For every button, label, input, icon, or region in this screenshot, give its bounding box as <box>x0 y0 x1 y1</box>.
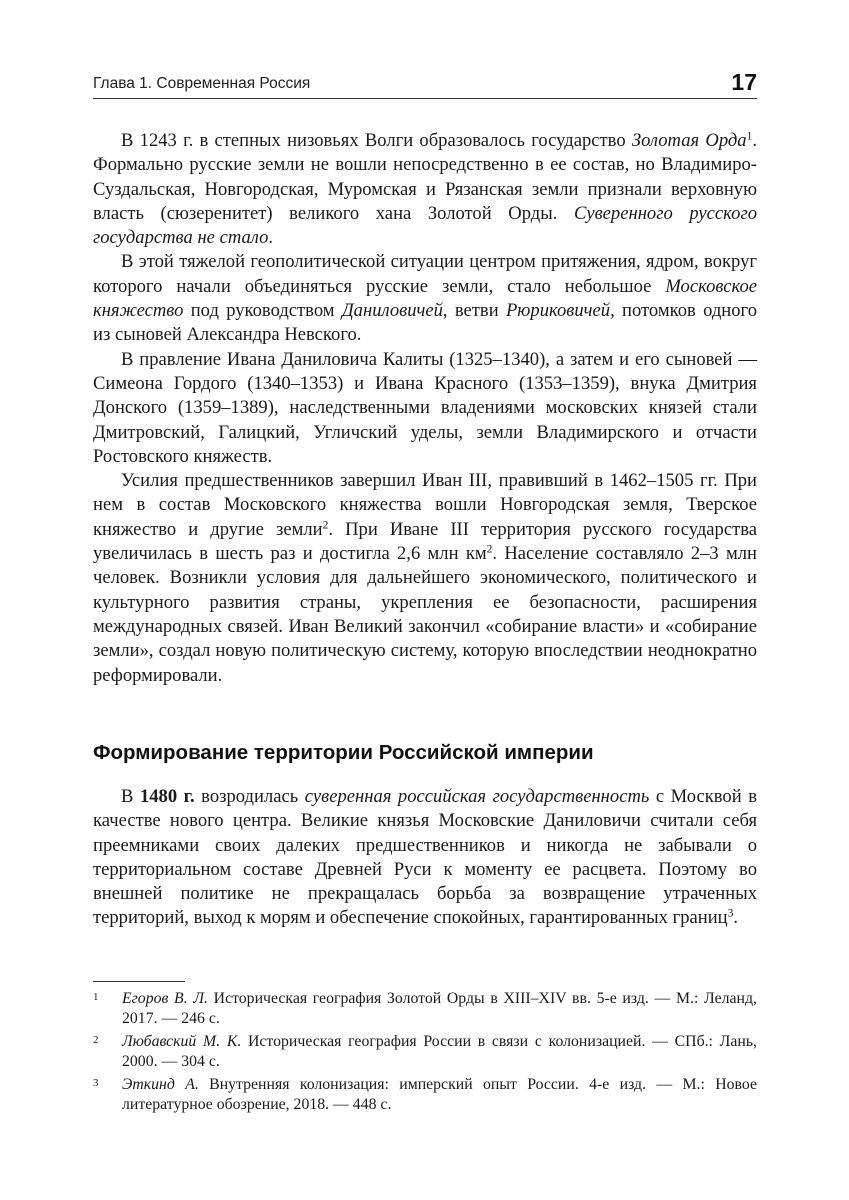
paragraph-2: В этой тяжелой геополитической ситуации центром притяжения, ядром, вокруг которого начали объединяться русские земли, стало небольшое Московское княжество под руководством Даниловичей, ветви Рюриковичей, потомков одного из сыновей Александра Невского. <box>93 251 757 346</box>
year-1480: 1480 г. <box>139 786 195 807</box>
term-danilovichi: Даниловичей <box>341 300 443 322</box>
paragraph-3: В правление Ивана Даниловича Калиты (1325–1340), а затем и его сыновей — Симеона Гордого (1340–1353) и Ивана Красного (1353–1359), внука Дмитрия Донского (1359–1389), наследственными владениями московских князей стали Дмитровский, Галицкий, Угличский уделы, земли Владимирского и отчасти Ростовского княжеств. <box>93 348 757 467</box>
footnote-text: Внутренняя колонизация: имперский опыт России. 4-е изд. — М.: Новое литературное обозрение, 2018. — 448 с. <box>122 1076 757 1113</box>
main-text <box>93 129 757 688</box>
footnote-separator <box>93 981 185 982</box>
footnote-author: Егоров В. Л. <box>122 990 208 1007</box>
footnote-author: Эткинд А. <box>122 1076 199 1093</box>
footnotes <box>93 989 757 1118</box>
term-sovereign-statehood: суверенная российская государственность <box>304 786 650 807</box>
footnote-number: 3 <box>93 1077 99 1089</box>
footnote-ref-3: 3 <box>727 908 734 921</box>
term-golden-horde: Золотая Орда <box>631 130 747 151</box>
section-heading: Формирование территории Российской империи <box>93 741 594 764</box>
footnote-number: 2 <box>93 1034 99 1046</box>
emphasis-no-state: Суверенного русского государства не стало <box>93 202 757 249</box>
term-moscow-principality: Московское княжество <box>93 275 757 322</box>
superscript-square: 2 <box>486 543 493 556</box>
term-rurikovichi: Рюриковичей <box>505 300 611 322</box>
page-number: 17 <box>731 69 757 95</box>
chapter-title: Глава 1. Современная Россия <box>93 75 311 92</box>
running-header <box>93 68 757 99</box>
paragraph-4: Усилия предшественников завершил Иван III, правивший в 1462–1505 гг. При нем в состав Московского княжества вошли Новгородская земля, Тверское княжество и другие земли$^2$. При Иване III территория русского государства увеличилась в шесть раз и достигла 2,6 млн $км^2$. Население составляло 2–3 млн человек. Возникли условия для дальнейшего экономического, политического и культурного развития страны, укрепления ее безопасности, расширения международных связей. Иван Великий закончил «собирание власти» и «собирание земли», создал новую политическую систему, которую впоследствии неоднократно реформировали. <box>93 470 757 686</box>
paragraph-1: В 1243 г. в степных низовьях Волги образовалось государство Золотая Орда$^1$. Формально русские земли не вошли непосредственно в ее состав, но Владимиро-Суздальская, Новгородская, Муромская и Рязанская земли признали верховную власть (сюзеренитет) великого хана Золотой Орды. Суверенного русского государства не стало. <box>93 130 757 249</box>
footnote-text: Историческая география России в связи с колонизацией. — СПб.: Лань, 2000. — 304 с. <box>122 1033 757 1070</box>
footnote-3 <box>93 1075 757 1115</box>
footnote-ref-1: 1 <box>746 130 753 143</box>
section-paragraph-1: В 1480 г. возродилась суверенная российская государственность с Москвой в качестве нового центра. Великие князья Московские Даниловичи считали себя преемниками своих далеких предшественников и никогда не забывали о территориальном составе Древней Руси к моменту ее расцвета. Поэтому во внешней политике не прекращалась борьба за возвращение утраченных территорий, выход к морям и обеспечение спокойных, гарантированных границ$^3$. <box>93 786 757 929</box>
section-text <box>93 785 757 931</box>
footnote-number: 1 <box>93 991 99 1003</box>
footnote-text: Историческая география Золотой Орды в XIII–XIV вв. 5-е изд. — М.: Леланд, 2017. — 246 с. <box>122 990 758 1027</box>
footnote-author: Любавский М. К. <box>122 1033 242 1050</box>
footnote-1 <box>93 989 757 1029</box>
footnote-2 <box>93 1032 757 1072</box>
footnote-ref-2: 2 <box>322 519 329 532</box>
